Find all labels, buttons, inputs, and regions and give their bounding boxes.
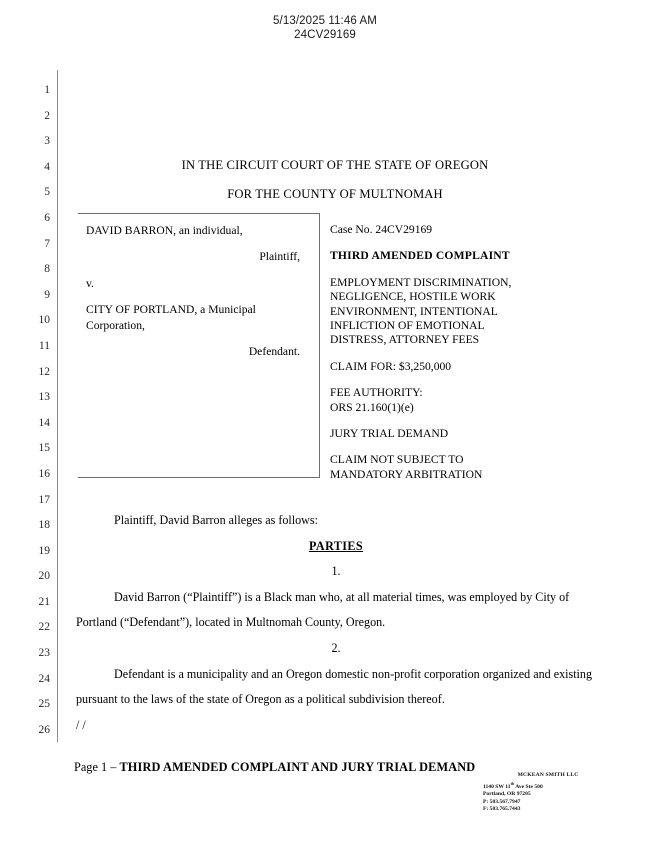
section-heading-parties: PARTIES — [309, 538, 363, 553]
line-number: 2 — [44, 109, 50, 122]
body-intro: Plaintiff, David Barron alleges as follows: — [114, 513, 318, 527]
caption-details — [330, 223, 525, 494]
spacer — [86, 265, 312, 276]
firm-name: MCKEAN SMITH LLC — [517, 772, 579, 778]
court-heading-line-2: FOR THE COUNTY OF MULTNOMAH — [227, 187, 443, 201]
line-number: 17 — [38, 493, 50, 506]
claim-amount: CLAIM FOR: $3,250,000 — [330, 359, 452, 373]
line-number: 6 — [44, 211, 50, 224]
versus-label: v. — [86, 276, 94, 290]
line-number: 21 — [38, 595, 50, 608]
line-number: 25 — [38, 698, 50, 711]
stamp-datetime: 5/13/2025 11:46 AM — [273, 15, 377, 27]
firm-address-line-1 — [483, 780, 613, 791]
paragraph-1-number: 1. — [331, 564, 341, 579]
firm-phone: P: 503.567.7947 — [483, 798, 521, 805]
line-number: 13 — [38, 391, 50, 404]
line-number: 16 — [38, 467, 50, 480]
firm-address-line-2: Portland, OR 97205 — [483, 791, 531, 798]
claims-list: EMPLOYMENT DISCRIMINATION, NEGLIGENCE, HOSTILE WORK ENVIRONMENT, INTENTIONAL INFLICTION OF EMOTIONAL DISTRESS, ATTORNEY FEES — [330, 275, 512, 347]
fee-authority — [330, 386, 525, 415]
line-number: 23 — [38, 647, 50, 660]
firm-address-suite: Ave Ste 500 — [514, 783, 543, 790]
case-caption — [78, 213, 523, 481]
spacer — [86, 291, 312, 302]
document-body — [76, 508, 596, 738]
line-number: 24 — [38, 672, 50, 685]
line-number: 5 — [44, 186, 50, 199]
court-heading-line-1: IN THE CIRCUIT COURT OF THE STATE OF OREGON — [181, 158, 489, 172]
line-number: 20 — [38, 570, 50, 583]
line-number: 15 — [38, 442, 50, 455]
paragraph-1-text: David Barron (“Plaintiff”) is a Black man who, at all material times, was employed by City of Portland (“Defendant”), located in Multnomah County, Oregon. — [76, 589, 570, 630]
paragraph-2-number: 2. — [331, 640, 341, 655]
line-number: 18 — [38, 519, 50, 532]
spacer — [86, 333, 312, 344]
line-number: 10 — [38, 314, 50, 327]
plaintiff-name: DAVID BARRON, an individual, — [86, 224, 243, 237]
fee-authority-value: ORS 21.160(1)(e) — [330, 400, 414, 414]
spacer — [86, 238, 312, 249]
court-heading — [70, 158, 600, 202]
defendant-role: Defendant. — [248, 345, 300, 359]
arbitration-notice-line-1: CLAIM NOT SUBJECT TO — [330, 453, 464, 467]
firm-fax: F: 503.765.7443 — [483, 806, 521, 813]
margin-rule — [57, 70, 58, 742]
line-number: 22 — [38, 621, 50, 634]
stamp-case-number: 24CV29169 — [294, 29, 356, 41]
defendant-name: CITY OF PORTLAND, a Municipal Corporation, — [86, 303, 256, 332]
line-number: 19 — [38, 544, 50, 557]
arbitration-notice-line-2: MANDATORY ARBITRATION — [330, 467, 483, 481]
line-number: 9 — [44, 288, 50, 301]
paragraph-2-text: Defendant is a municipality and an Oregon domestic non-profit corporation organized and existing pursuant to the laws of the state of Oregon as a political subdivision thereof. — [76, 666, 593, 707]
caption-parties — [86, 223, 312, 359]
line-number: 11 — [38, 339, 50, 352]
efiling-stamp — [0, 14, 650, 42]
document-title: THIRD AMENDED COMPLAINT — [330, 249, 510, 263]
firm-address-ordinal: th — [510, 780, 515, 786]
line-number: 7 — [44, 237, 50, 250]
line-number: 14 — [38, 416, 50, 429]
jury-trial-demand: JURY TRIAL DEMAND — [330, 427, 449, 441]
line-number-column — [22, 78, 50, 743]
fee-authority-label: FEE AUTHORITY: — [330, 386, 423, 400]
line-number: 12 — [38, 365, 50, 378]
footer-page-label: Page 1 – — [74, 760, 120, 774]
law-firm-block — [483, 772, 613, 814]
footer-document-title: THIRD AMENDED COMPLAINT AND JURY TRIAL DEMAND — [119, 760, 476, 774]
line-number: 4 — [44, 160, 50, 173]
continuation-mark: / / — [76, 717, 86, 732]
line-number: 8 — [44, 263, 50, 276]
line-number: 1 — [44, 84, 50, 96]
line-number: 26 — [38, 723, 50, 736]
plaintiff-role: Plaintiff, — [259, 250, 300, 264]
line-number: 3 — [44, 135, 50, 148]
case-number-line: Case No. 24CV29169 — [330, 223, 433, 236]
page-footer — [74, 760, 475, 775]
firm-address-street: 1140 SW 11 — [483, 783, 511, 790]
arbitration-notice — [330, 453, 525, 482]
